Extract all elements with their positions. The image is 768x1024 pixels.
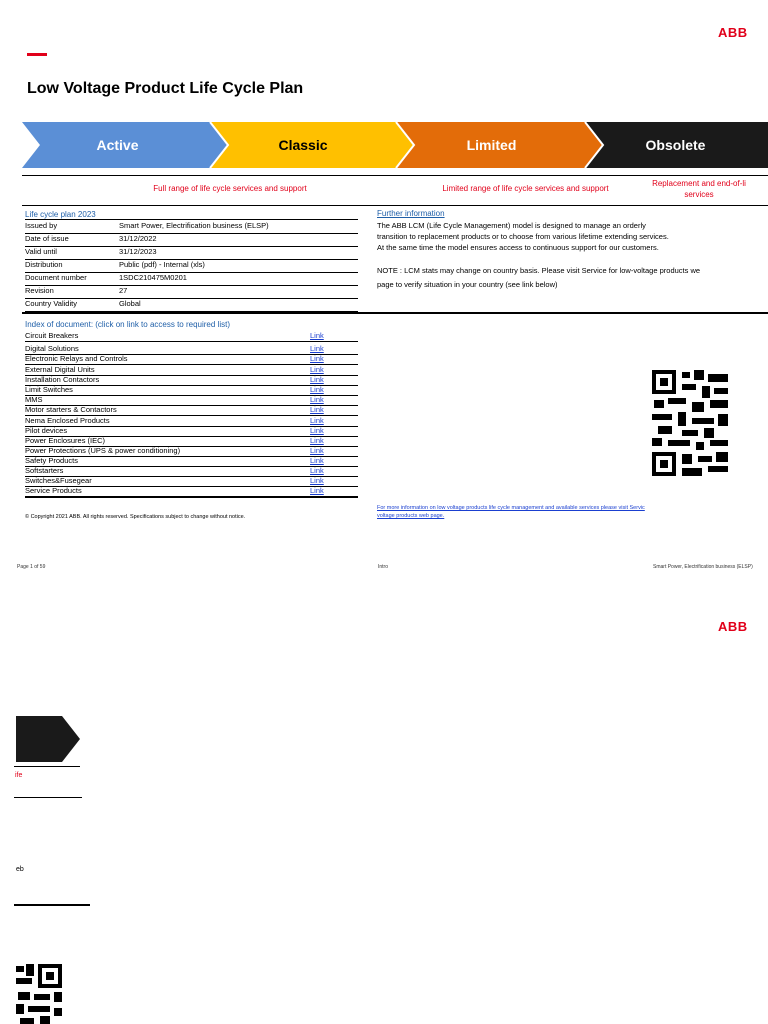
footer-business: Smart Power, Electrification business (ELSP) — [653, 564, 753, 570]
index-item-label: Power Enclosures (IEC) — [25, 436, 106, 445]
index-item-label: Motor starters & Contactors — [25, 405, 117, 414]
divider — [14, 904, 90, 906]
info-value: Global — [119, 299, 141, 308]
index-item-label: Installation Contactors — [25, 375, 100, 384]
index-link[interactable]: Link — [310, 436, 324, 445]
index-item-label: Pilot devices — [25, 426, 68, 435]
note-limited-range: Limited range of life cycle services and support — [442, 184, 609, 193]
phase-classic-label: Classic — [278, 137, 328, 153]
index-item-label: External Digital Units — [25, 365, 95, 374]
obsolete-chevron-fragment — [16, 716, 82, 762]
divider — [14, 766, 80, 767]
index-item — [25, 486, 358, 497]
info-row — [25, 233, 358, 247]
info-row — [25, 298, 358, 312]
note-replacement-line1: Replacement and end-of-li — [652, 179, 746, 188]
index-link[interactable]: Link — [310, 405, 324, 414]
index-link[interactable]: Link — [310, 416, 324, 425]
index-item-label: Digital Solutions — [25, 344, 79, 353]
copyright: © Copyright 2021 ABB. All rights reserved. Specifications subject to change without notice. — [25, 514, 246, 520]
index-item-label: Service Products — [25, 486, 82, 495]
qr-code — [652, 370, 728, 476]
info-value: 31/12/2023 — [119, 247, 157, 256]
info-row — [25, 272, 358, 286]
info-table-heading: Life cycle plan 2023 — [25, 210, 96, 219]
index-item-label: Softstarters — [25, 466, 64, 475]
index-link[interactable]: Link — [310, 456, 324, 465]
info-value: 27 — [119, 286, 128, 295]
divider — [22, 175, 768, 176]
page-title: Low Voltage Product Life Cycle Plan — [27, 80, 304, 97]
index-item — [25, 331, 358, 342]
phase-obsolete-label: Obsolete — [645, 137, 706, 153]
index-link[interactable]: Link — [310, 354, 324, 363]
index-link[interactable]: Link — [310, 365, 324, 374]
info-row — [25, 220, 358, 234]
index-link[interactable]: Link — [310, 476, 324, 485]
index-link[interactable]: Link — [310, 395, 324, 404]
note-replacement-line2: services — [684, 190, 714, 199]
info-key: Distribution — [25, 260, 63, 269]
info-value: Smart Power, Electrification business (ELSP) — [119, 221, 269, 230]
index-item-label: Electronic Relays and Controls — [25, 354, 128, 363]
index-item-label: Switches&Fusegear — [25, 476, 92, 485]
note-full-range: Full range of life cycle services and support — [153, 184, 307, 193]
index-item-label: Limit Switches — [25, 385, 73, 394]
index-item-label: Circuit Breakers — [25, 331, 79, 340]
index-item-label: Power Protections (UPS & power conditioning) — [25, 446, 181, 455]
index-link[interactable]: Link — [310, 331, 324, 340]
index-link[interactable]: Link — [310, 446, 324, 455]
index-item-label: Safety Products — [25, 456, 78, 465]
abb-logo: ABB — [718, 25, 748, 40]
info-key: Valid until — [25, 247, 57, 256]
further-info-text — [377, 220, 768, 290]
info-row — [25, 285, 358, 299]
index-item — [25, 405, 358, 416]
info-row — [25, 259, 358, 273]
index-link[interactable]: Link — [310, 426, 324, 435]
further-info-line: page to verify situation in your country (see link below) — [377, 280, 558, 289]
footer-page-number: Page 1 of 59 — [17, 564, 46, 570]
info-row — [25, 246, 358, 260]
divider — [22, 312, 768, 314]
further-info-line: The ABB LCM (Life Cycle Management) model is designed to manage an orderly — [377, 221, 646, 230]
info-key: Issued by — [25, 221, 58, 230]
info-key: Document number — [25, 273, 87, 282]
index-link[interactable]: Link — [310, 375, 324, 384]
divider — [14, 797, 82, 798]
info-value: 1SDC210475M0201 — [119, 273, 187, 282]
divider — [25, 497, 358, 498]
more-info-link[interactable] — [377, 504, 768, 520]
info-key: Country Validity — [25, 299, 77, 308]
further-info-line: NOTE : LCM stats may change on country basis. Please visit Service for low-voltage products we — [377, 266, 701, 275]
more-info-line: voltage products web page. — [377, 513, 445, 519]
phase-active-label: Active — [96, 137, 139, 153]
text-fragment: eb — [16, 866, 24, 873]
divider — [22, 205, 768, 206]
red-text-fragment: ife — [15, 772, 23, 779]
index-item-label: Nema Enclosed Products — [25, 416, 110, 425]
further-info-line: transition to replacement products or to choose from various lifetime extending services. — [377, 232, 669, 241]
index-heading: Index of document: (click on link to access to required list) — [25, 320, 230, 329]
info-key: Revision — [25, 286, 54, 295]
phase-limited-label: Limited — [466, 137, 517, 153]
more-info-line: For more information on low voltage products life cycle management and available services please visit Servic — [377, 505, 645, 511]
footer-section: Intro — [378, 564, 389, 570]
index-item — [25, 354, 358, 365]
info-value: Public (pdf) - Internal (xls) — [119, 260, 205, 269]
info-value: 31/12/2022 — [119, 234, 157, 243]
abb-logo: ABB — [718, 619, 748, 634]
accent-bar — [27, 53, 47, 56]
note-replacement — [630, 179, 768, 199]
index-link[interactable]: Link — [310, 466, 324, 475]
index-item-label: MMS — [25, 395, 43, 404]
further-info-heading[interactable]: Further information — [377, 209, 445, 218]
further-info-line: At the same time the model ensures access to continuous support for our customers. — [377, 243, 659, 252]
index-link[interactable]: Link — [310, 385, 324, 394]
index-link[interactable]: Link — [310, 344, 324, 353]
qr-code — [16, 964, 62, 1024]
index-link[interactable]: Link — [310, 486, 324, 495]
info-key: Date of issue — [25, 234, 69, 243]
